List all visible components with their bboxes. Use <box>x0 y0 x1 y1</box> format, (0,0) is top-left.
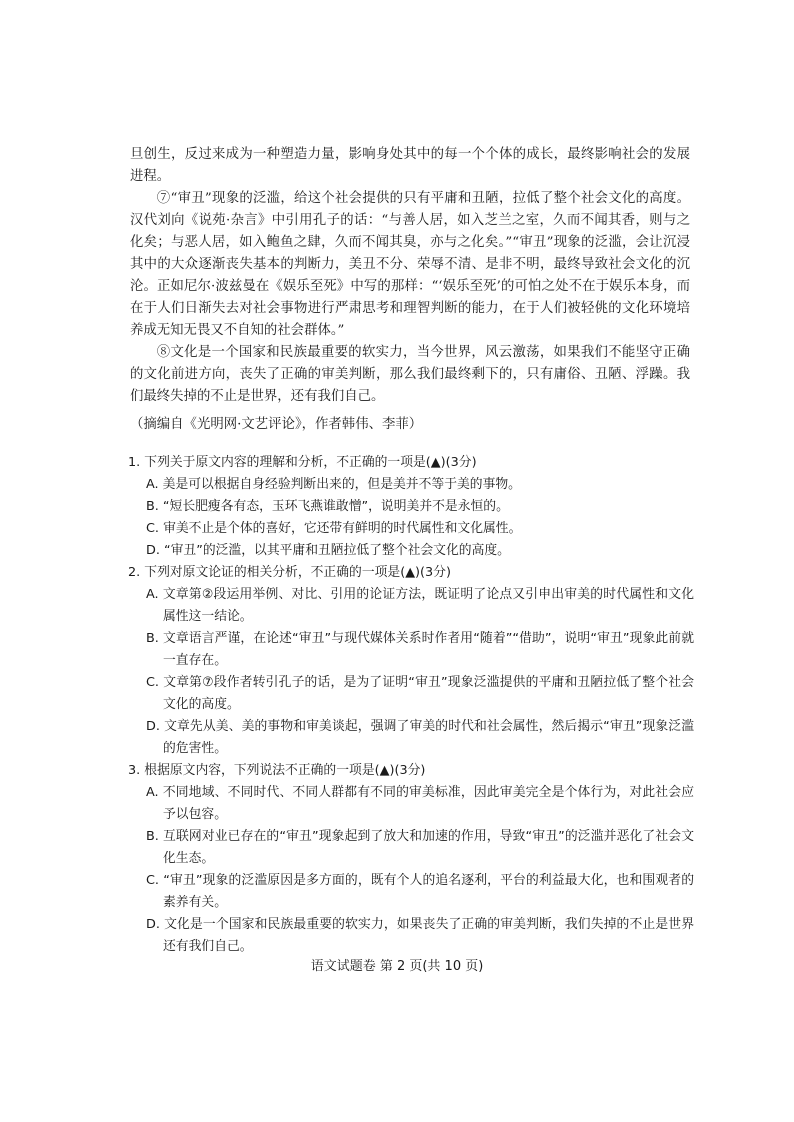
passage-paragraph-7: ⑦“审丑”现象的泛滥，给这个社会提供的只有平庸和丑陋，拉低了整个社会文化的高度。汉代刘向《说苑·杂言》中引用孔子的话：“与善人居，如入芝兰之室，久而不闻其香，则与之化矣；与恶人居，如入鲍鱼之肆，久而不闻其臭，亦与之化矣。”“审丑”现象的泛滥，会让沉浸其中的大众逐渐丧失基本的判断力，美丑不分、荣辱不清、是非不明，最终导致社会文化的沉沦。正如尼尔·波兹曼在《娱乐至死》中写的那样：“‘娱乐至死’的可怕之处不在于娱乐本身，而在于人们日渐失去对社会事物进行严肃思考和理智判断的能力，在于人们被轻佻的文化环境培养成无知无畏又不自知的社会群体。” <box>130 191 690 338</box>
question-stem: 1. 下列关于原文内容的理解和分析，不正确的一项是(▲)(3分) <box>128 455 477 470</box>
question-option: B. 文章语言严谨，在论述“审丑”与现代媒体关系时作者用“随着”“借助”，说明“审丑”现象此前就一直存在。 <box>146 631 694 668</box>
question-option: A. 不同地域、不同时代、不同人群都有不同的审美标准，因此审美完全是个体行为，对此社会应予以包容。 <box>146 785 694 822</box>
question-option: D. 文化是一个国家和民族最重要的软实力，如果丧失了正确的审美判断，我们失掉的不止是世界还有我们自己。 <box>146 917 694 954</box>
question-option: A. 文章第②段运用举例、对比、引用的论证方法，既证明了论点又引申出审美的时代属性和文化属性这一结论。 <box>146 587 694 624</box>
question-2 <box>128 562 694 760</box>
question-1 <box>128 452 694 562</box>
reading-passage <box>130 144 690 436</box>
question-option: C. 文章第⑦段作者转引孔子的话，是为了证明“审丑”现象泛滥提供的平庸和丑陋拉低了整个社会文化的高度。 <box>146 675 694 712</box>
passage-paragraph-continued: 旦创生，反过来成为一种塑造力量，影响身处其中的每一个个体的成长，最终影响社会的发展进程。 <box>130 147 690 184</box>
question-option: B. “短长肥瘦各有态，玉环飞燕谁敢憎”，说明美并不是永恒的。 <box>146 499 509 514</box>
question-option: C. 审美不止是个体的喜好，它还带有鲜明的时代属性和文化属性。 <box>146 521 522 536</box>
question-option: B. 互联网对业已存在的“审丑”现象起到了放大和加速的作用，导致“审丑”的泛滥并恶化了社会文化生态。 <box>146 829 694 866</box>
question-option: C. “审丑”现象的泛滥原因是多方面的，既有个人的追名逐利，平台的利益最大化，也和围观者的素养有关。 <box>146 873 694 910</box>
passage-paragraph-8: ⑧文化是一个国家和民族最重要的软实力，当今世界，风云激荡，如果我们不能坚守正确的文化前进方向，丧失了正确的审美判断，那么我们最终剩下的，只有庸俗、丑陋、浮躁。我们最终失掉的不止是世界，还有我们自己。 <box>130 345 690 404</box>
question-stem: 2. 下列对原文论证的相关分析，不正确的一项是(▲)(3分) <box>128 565 451 580</box>
question-list <box>128 452 694 958</box>
passage-source: （摘编自《光明网·文艺评论》，作者韩伟、李菲） <box>130 417 423 432</box>
question-option: A. 美是可以根据自身经验判断出来的，但是美并不等于美的事物。 <box>146 477 521 492</box>
question-3 <box>128 760 694 958</box>
page-footer: 语文试题卷 第 2 页(共 10 页) <box>310 959 484 974</box>
question-stem: 3. 根据原文内容，下列说法不正确的一项是(▲)(3分) <box>128 763 426 778</box>
question-option: D. 文章先从美、美的事物和审美谈起，强调了审美的时代和社会属性，然后揭示“审丑”现象泛滥的危害性。 <box>146 719 694 756</box>
question-option: D. “审丑”的泛滥，以其平庸和丑陋拉低了整个社会文化的高度。 <box>146 543 510 558</box>
